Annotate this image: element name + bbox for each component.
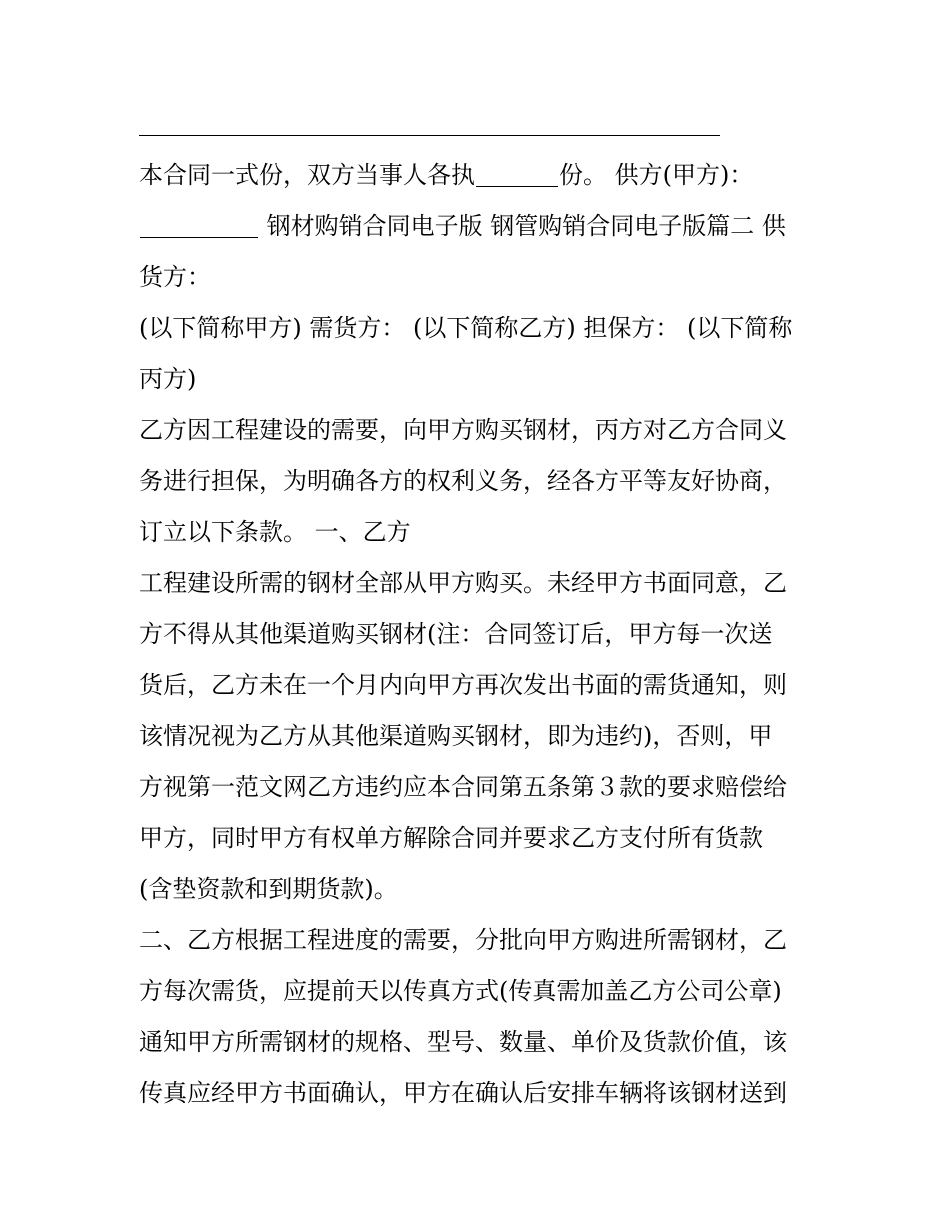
text-line: 丙方) [139, 365, 197, 393]
supplier-name-blank [140, 213, 258, 238]
document-body [139, 118, 815, 1119]
copies-blank [476, 162, 558, 187]
text-line: 方不得从其他渠道购买钢材(注：合同签订后，甲方每一次送 [139, 620, 773, 648]
text-line: 乙方因工程建设的需要，向甲方购买钢材，丙方对乙方合同义 [139, 416, 787, 444]
text-line: 货方： [139, 263, 211, 291]
text-segment: 钢材购销合同电子版 钢管购销合同电子版篇二 供 [259, 212, 786, 240]
text-line-title [139, 201, 815, 252]
text-line: 传真应经甲方书面确认，甲方在确认后安排车辆将该钢材送到 [139, 1079, 787, 1107]
text-line: 方每次需货，应提前天以传真方式(传真需加盖乙方公司公章) [139, 977, 782, 1005]
text-line: 订立以下条款。 一、乙方 [139, 518, 411, 546]
text-line: 货后，乙方未在一个月内向甲方再次发出书面的需货通知，则 [139, 671, 787, 699]
text-line: 通知甲方所需钢材的规格、型号、数量、单价及货款价值，该 [139, 1028, 787, 1056]
text-line: 方视第一范文网乙方违约应本合同第五条第３款的要求赔偿给 [139, 773, 787, 801]
text-segment: 本合同一式份，双方当事人各执 [139, 161, 475, 189]
text-line: 二、乙方根据工程进度的需要，分批向甲方购进所需钢材，乙 [139, 926, 787, 954]
text-line: 该情况视为乙方从其他渠道购买钢材，即为违约)，否则，甲 [139, 722, 773, 750]
signature-blank-line [139, 135, 720, 136]
text-segment: 份。 供方(甲方)： [559, 161, 754, 189]
text-line: 务进行担保，为明确各方的权利义务，经各方平等友好协商， [139, 467, 787, 495]
text-line-copies [139, 150, 815, 201]
text-line: (以下简称甲方) 需货方： (以下简称乙方) 担保方： (以下简称 [139, 314, 793, 342]
text-line: 工程建设所需的钢材全部从甲方购买。未经甲方书面同意，乙 [139, 569, 787, 597]
text-line: (含垫资款和到期货款)。 [139, 875, 398, 903]
text-line: 甲方，同时甲方有权单方解除合同并要求乙方支付所有货款 [139, 824, 763, 852]
